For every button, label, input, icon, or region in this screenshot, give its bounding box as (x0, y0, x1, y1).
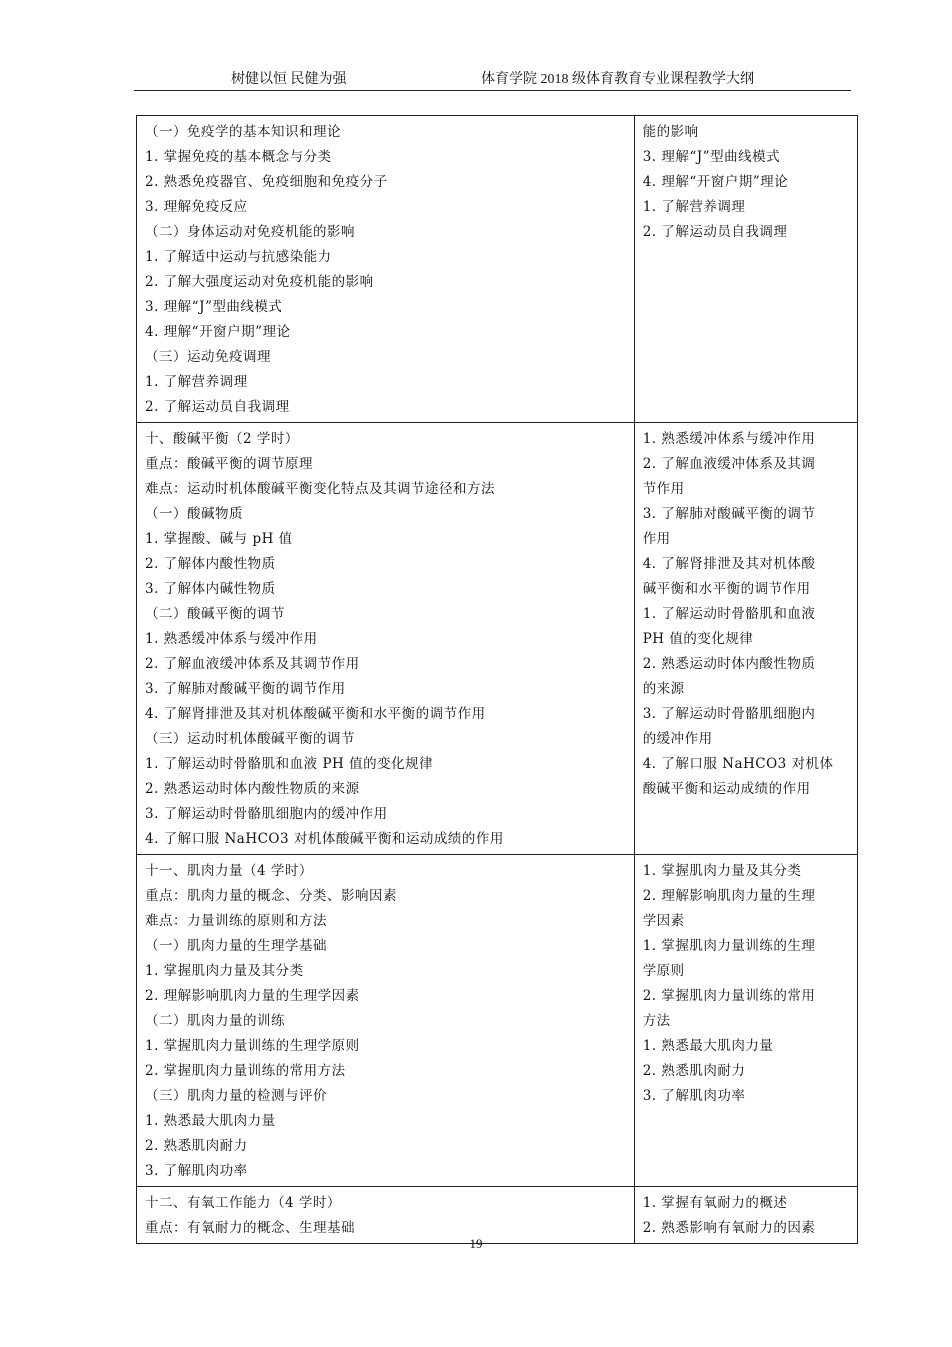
text-line: PH 值的变化规律 (642, 631, 754, 647)
text-line: 3. 了解肺对酸碱平衡的调节 (642, 506, 816, 522)
objective-cell (634, 423, 857, 855)
text-line: 4. 理解“开窗户期”理论 (642, 174, 789, 190)
objective-cell (634, 116, 857, 423)
table-row (137, 855, 858, 1187)
text-line: 2. 熟悉影响有氧耐力的因素 (642, 1220, 816, 1236)
text-line: 十二、有氧工作能力（4 学时） (145, 1195, 341, 1211)
text-line: 1. 熟悉最大肌肉力量 (145, 1113, 276, 1129)
text-line: （二）身体运动对免疫机能的影响 (145, 224, 355, 240)
table-row (137, 1187, 858, 1244)
header-document-title: 体育学院 2018 级体育教育专业课程教学大纲 (481, 72, 754, 87)
text-line: 1. 掌握免疫的基本概念与分类 (145, 149, 332, 165)
text-line: 1. 了解运动时骨骼肌和血液 (642, 606, 816, 622)
text-line: 难点：运动时机体酸碱平衡变化特点及其调节途径和方法 (145, 481, 495, 497)
text-line: 4. 了解肾排泄及其对机体酸 (642, 556, 816, 572)
text-line: 3. 理解免疫反应 (145, 199, 248, 215)
text-line: 的来源 (642, 681, 685, 697)
content-cell (137, 1187, 635, 1244)
text-line: （一）免疫学的基本知识和理论 (145, 124, 341, 140)
text-line: 1. 掌握肌肉力量训练的生理学原则 (145, 1038, 360, 1054)
text-line: （三）运动时机体酸碱平衡的调节 (145, 731, 355, 747)
text-line: 作用 (642, 531, 671, 547)
text-line: 3. 了解肌肉功率 (145, 1163, 248, 1179)
text-line: 2. 了解大强度运动对免疫机能的影响 (145, 274, 374, 290)
text-line: 重点：肌肉力量的概念、分类、影响因素 (145, 888, 397, 904)
text-line: 1. 了解营养调理 (145, 374, 248, 390)
text-line: 十一、肌肉力量（4 学时） (145, 863, 313, 879)
text-line: 2. 熟悉免疫器官、免疫细胞和免疫分子 (145, 174, 388, 190)
text-line: 2. 了解运动员自我调理 (642, 224, 788, 240)
text-line: 学因素 (642, 913, 685, 929)
page-header (134, 64, 851, 91)
objective-cell (634, 855, 857, 1187)
objective-cell (634, 1187, 857, 1244)
text-line: 3. 了解体内碱性物质 (145, 581, 276, 597)
text-line: 难点：力量训练的原则和方法 (145, 913, 327, 929)
text-line: 2. 熟悉肌肉耐力 (145, 1138, 248, 1154)
text-line: 2. 掌握肌肉力量训练的常用方法 (145, 1063, 346, 1079)
text-line: 2. 理解影响肌肉力量的生理学因素 (145, 988, 360, 1004)
content-cell (137, 423, 635, 855)
text-line: 2. 了解体内酸性物质 (145, 556, 276, 572)
text-line: （一）肌肉力量的生理学基础 (145, 938, 327, 954)
text-line: 3. 了解运动时骨骼肌细胞内的缓冲作用 (145, 806, 388, 822)
text-line: 4. 了解口服 NaHCO3 对机体 (642, 756, 834, 772)
text-line: 2. 熟悉肌肉耐力 (642, 1063, 746, 1079)
text-line: 的缓冲作用 (642, 731, 713, 747)
text-line: 2. 熟悉运动时体内酸性物质 (642, 656, 816, 672)
text-line: 1. 掌握肌肉力量及其分类 (145, 963, 304, 979)
text-line: 2. 了解血液缓冲体系及其调 (642, 456, 816, 472)
text-line: （三）运动免疫调理 (145, 349, 271, 365)
text-line: 1. 了解运动时骨骼肌和血液 PH 值的变化规律 (145, 756, 434, 772)
text-line: 2. 了解运动员自我调理 (145, 399, 290, 415)
text-line: 4. 了解口服 NaHCO3 对机体酸碱平衡和运动成绩的作用 (145, 831, 504, 847)
text-line: 1. 掌握酸、碱与 pH 值 (145, 531, 293, 547)
text-line: 方法 (642, 1013, 671, 1029)
text-line: 1. 了解营养调理 (642, 199, 746, 215)
text-line: 3. 了解肺对酸碱平衡的调节作用 (145, 681, 346, 697)
text-line: 4. 了解肾排泄及其对机体酸碱平衡和水平衡的调节作用 (145, 706, 486, 722)
text-line: 2. 掌握肌肉力量训练的常用 (642, 988, 816, 1004)
text-line: 2. 了解血液缓冲体系及其调节作用 (145, 656, 360, 672)
text-line: 1. 熟悉缓冲体系与缓冲作用 (642, 431, 816, 447)
text-line: 3. 了解肌肉功率 (642, 1088, 746, 1104)
text-line: 1. 了解适中运动与抗感染能力 (145, 249, 332, 265)
content-cell (137, 116, 635, 423)
table-row (137, 116, 858, 423)
text-line: 1. 熟悉最大肌肉力量 (642, 1038, 774, 1054)
text-line: （三）肌肉力量的检测与评价 (145, 1088, 327, 1104)
text-line: 酸碱平衡和运动成绩的作用 (642, 781, 811, 797)
text-line: 1. 掌握有氧耐力的概述 (642, 1195, 788, 1211)
text-line: 2. 理解影响肌肉力量的生理 (642, 888, 816, 904)
text-line: 重点：酸碱平衡的调节原理 (145, 456, 313, 472)
text-line: 4. 理解“开窗户期”理论 (145, 324, 291, 340)
text-line: （二）酸碱平衡的调节 (145, 606, 285, 622)
text-line: 3. 了解运动时骨骼肌细胞内 (642, 706, 816, 722)
header-motto: 树健以恒 民健为强 (231, 72, 347, 87)
text-line: 3. 理解“J”型曲线模式 (145, 299, 283, 315)
text-line: 1. 掌握肌肉力量及其分类 (642, 863, 802, 879)
text-line: 学原则 (642, 963, 685, 979)
text-line: 1. 熟悉缓冲体系与缓冲作用 (145, 631, 318, 647)
syllabus-table (136, 115, 858, 1244)
text-line: 十、酸碱平衡（2 学时） (145, 431, 299, 447)
text-line: （二）肌肉力量的训练 (145, 1013, 285, 1029)
text-line: （一）酸碱物质 (145, 506, 243, 522)
text-line: 2. 熟悉运动时体内酸性物质的来源 (145, 781, 360, 797)
page-number: 19 (469, 1236, 483, 1251)
content-cell (137, 855, 635, 1187)
text-line: 1. 掌握肌肉力量训练的生理 (642, 938, 816, 954)
text-line: 重点：有氧耐力的概念、生理基础 (145, 1220, 355, 1236)
text-line: 节作用 (642, 481, 685, 497)
table-row (137, 423, 858, 855)
text-line: 3. 理解“J”型曲线模式 (642, 149, 781, 165)
text-line: 碱平衡和水平衡的调节作用 (642, 581, 811, 597)
text-line: 能的影响 (642, 124, 699, 140)
